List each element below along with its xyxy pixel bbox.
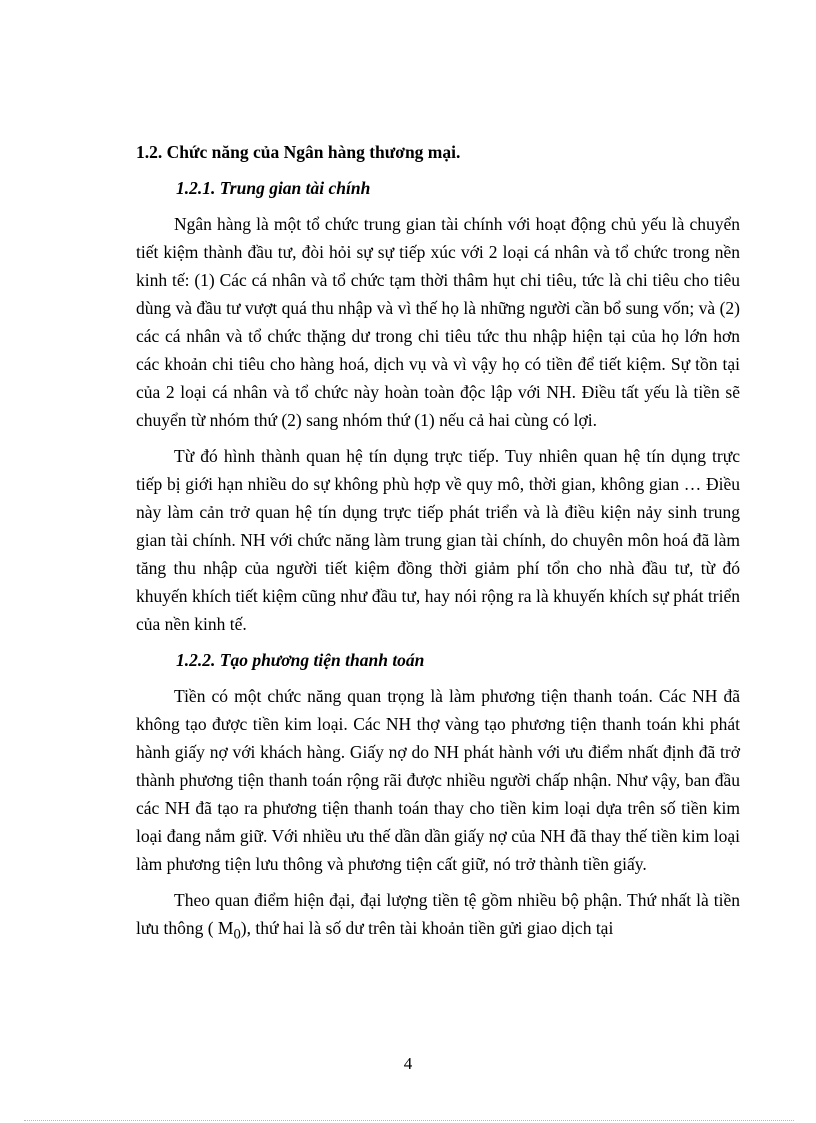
paragraph: Ngân hàng là một tổ chức trung gian tài chính với hoạt động chủ yếu là chuyển tiết kiệm thành đầu tư, đòi hỏi sự sự tiếp xúc với 2 loại cá nhân và tổ chức trong nền kinh tế: (1) Các cá nhân và tổ chức tạm thời thâm hụt chi tiêu, tức là chi tiêu cho tiêu dùng và đầu tư vượt quá thu nhập và vì thế họ là những người cần bổ sung vốn; và (2) các cá nhân và tổ chức thặng dư trong chi tiêu tức thu nhập hiện tại của họ lớn hơn các khoản chi tiêu cho hàng hoá, dịch vụ và vì vậy họ có tiền để tiết kiệm. Sự tồn tại của 2 loại cá nhân và tổ chức này hoàn toàn độc lập với NH. Điều tất yếu là tiền sẽ chuyển từ nhóm thứ (2) sang nhóm thứ (1) nếu cả hai cùng có lợi. bbox=[136, 214, 740, 430]
subsection-heading-2: 1.2.2. Tạo phương tiện thanh toán bbox=[176, 650, 425, 670]
paragraph bbox=[136, 886, 740, 949]
page-number: 4 bbox=[403, 1054, 413, 1073]
page-bottom-divider bbox=[24, 1120, 794, 1121]
section-heading: 1.2. Chức năng của Ngân hàng thương mại. bbox=[136, 142, 461, 162]
page-content bbox=[136, 138, 740, 957]
paragraph: Từ đó hình thành quan hệ tín dụng trực tiếp. Tuy nhiên quan hệ tín dụng trực tiếp bị giới hạn nhiều do sự không phù hợp về quy mô, thời gian, không gian … Điều này làm cản trở quan hệ tín dụng trực tiếp phát triển và là điều kiện nảy sinh trung gian tài chính. NH với chức năng làm trung gian tài chính, do chuyên môn hoá đã làm tăng thu nhập của người tiết kiệm đồng thời giảm phí tổn cho nhà đầu tư, từ đó khuyến khích tiết kiệm cũng như đầu tư, hay nói rộng ra là khuyến khích sự phát triển của nền kinh tế. bbox=[136, 446, 740, 634]
subsection-heading-1: 1.2.1. Trung gian tài chính bbox=[176, 178, 371, 198]
paragraph-text-end: ), thứ hai là số dư trên tài khoản tiền gửi giao dịch tại bbox=[240, 918, 614, 938]
paragraph-text-start: Theo quan điểm hiện đại, đại lượng tiền tệ gồm nhiều bộ phận. Thứ nhất là tiền lưu thông ( M bbox=[136, 890, 740, 938]
paragraph: Tiền có một chức năng quan trọng là làm phương tiện thanh toán. Các NH đã không tạo được tiền kim loại. Các NH thợ vàng tạo phương tiện thanh toán khi phát hành giấy nợ với khách hàng. Giấy nợ do NH phát hành với ưu điểm nhất định đã trở thành phương tiện thanh toán rộng rãi được nhiều người chấp nhận. Như vậy, ban đầu các NH đã tạo ra phương tiện thanh toán thay cho tiền kim loại dựa trên số tiền kim loại đang nắm giữ. Với nhiều ưu thế dần dần giấy nợ của NH đã thay thế tiền kim loại làm phương tiện lưu thông và phương tiện cất giữ, nó trở thành tiền giấy. bbox=[136, 686, 740, 874]
subscript-zero: 0 bbox=[233, 926, 241, 943]
